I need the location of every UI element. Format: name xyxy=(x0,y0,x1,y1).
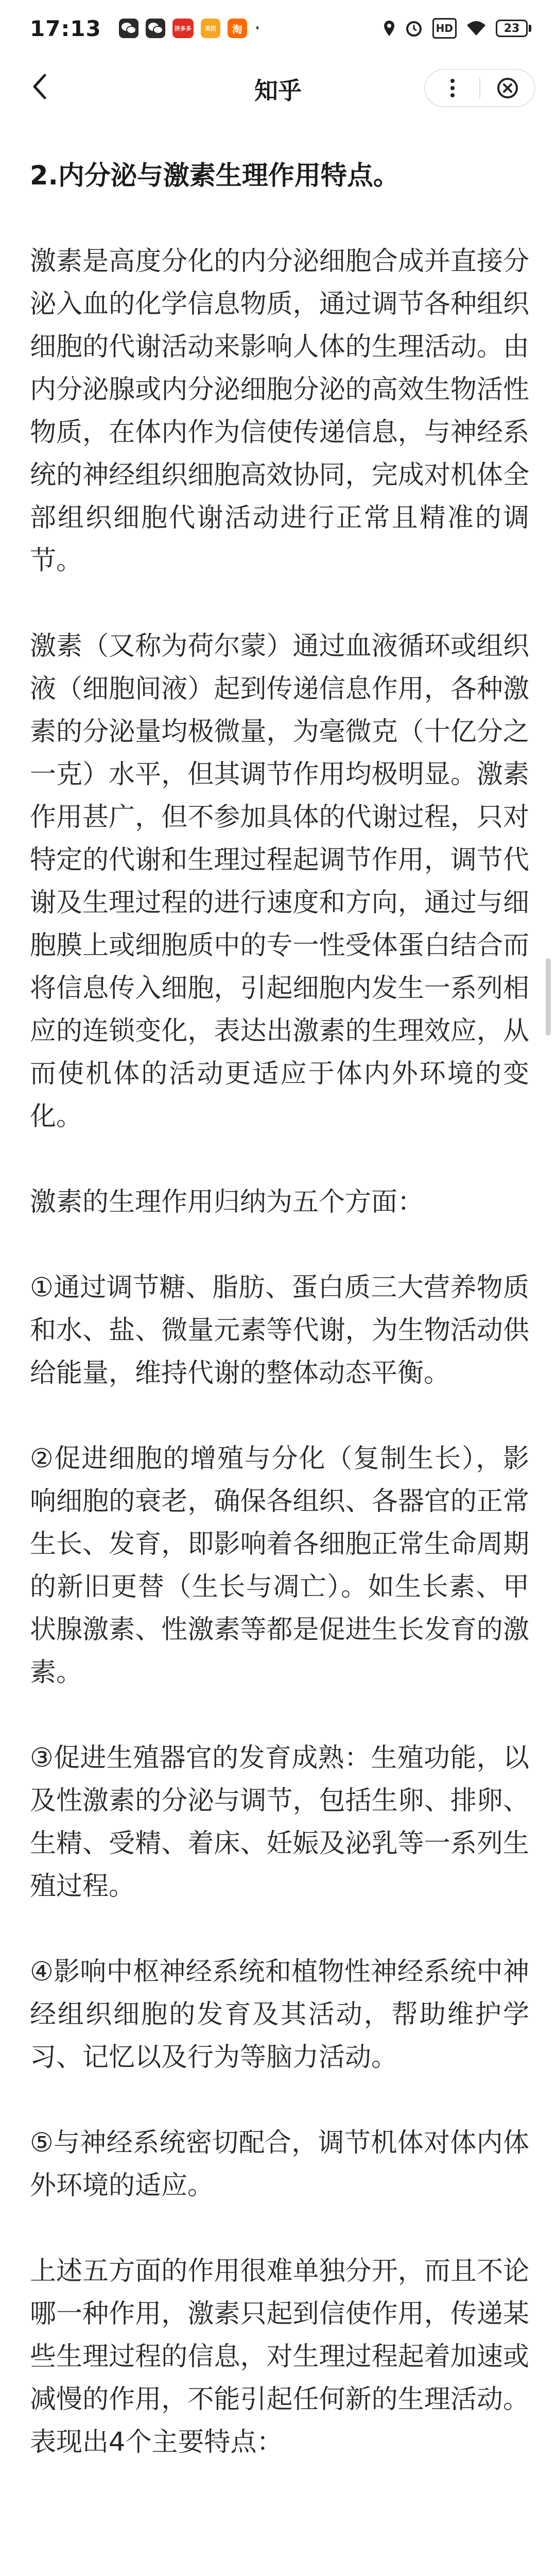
battery-indicator xyxy=(496,20,531,37)
article-paragraph: ③促进生殖器官的发育成熟：生殖功能，以及性激素的分泌与调节，包括生卵、排卵、生精、受精、着床、妊娠及泌乳等一系列生殖过程。 xyxy=(30,1743,529,1902)
page-title: 知乎 xyxy=(254,77,302,105)
article-paragraph: 激素是高度分化的内分泌细胞合成并直接分泌入血的化学信息物质，通过调节各种组织细胞的代谢活动来影响人体的生理活动。由内分泌腺或内分泌细胞分泌的高效生物活性物质，在体内作为信使传递信息，与神经系统的神经组织细胞高效协同，完成对机体全部组织细胞代谢活动进行正常且精准的调节。 xyxy=(30,246,529,576)
article-paragraph: ⑤与神经系统密切配合，调节机体对体内体外环境的适应。 xyxy=(30,2128,529,2201)
battery-tip xyxy=(529,25,531,32)
pdd-app-icon: 拼多多 xyxy=(172,19,194,38)
more-vertical-icon xyxy=(450,78,455,98)
notification-icons xyxy=(119,16,261,40)
wechat-icon xyxy=(146,19,165,38)
hd-icon: HD xyxy=(432,18,457,39)
meituan-app-icon: 美团 xyxy=(201,19,220,38)
article-paragraph: ②促进细胞的增殖与分化（复制生长），影响细胞的衰老，确保各组织、各器官的正常生长、发育，即影响着各细胞正常生命周期的新旧更替（生长与凋亡）。如生长素、甲状腺激素、性激素等都是促进生长发育的激素。 xyxy=(30,1444,529,1688)
mini-program-capsule xyxy=(424,69,535,107)
status-bar xyxy=(0,0,556,57)
wifi-icon xyxy=(466,18,486,39)
article-paragraph: ①通过调节糖、脂肪、蛋白质三大营养物质和水、盐、微量元素等代谢，为生物活动供给能量，维持代谢的整体动态平衡。 xyxy=(30,1273,529,1388)
system-icons xyxy=(383,18,531,39)
article-paragraph: ④影响中枢神经系统和植物性神经系统中神经组织细胞的发育及其活动，帮助维护学习、记忆以及行为等脑力活动。 xyxy=(30,1957,529,2073)
taobao-app-icon: 淘 xyxy=(228,19,247,38)
status-time: 17:13 xyxy=(30,15,101,41)
article-paragraph: 激素的生理作用归纳为五个方面： xyxy=(30,1187,424,1217)
more-notifications-dot: · xyxy=(254,16,261,40)
scrollbar-thumb[interactable] xyxy=(546,958,551,1036)
article-paragraph: 激素（又称为荷尔蒙）通过血液循环或组织液（细胞间液）起到传递信息作用，各种激素的分泌量均极微量，为毫微克（十亿分之一克）水平，但其调节作用均极明显。激素作用甚广，但不参加具体的代谢过程，只对特定的代谢和生理过程起调节作用，调节代谢及生理过程的进行速度和方向，通过与细胞膜上或细胞质中的专一性受体蛋白结合而将信息传入细胞，引起细胞内发生一系列相应的连锁变化，表达出激素的生理效应，从而使机体的活动更适应于体内外环境的变化。 xyxy=(30,631,529,1132)
close-circle-icon xyxy=(496,77,519,99)
article-body xyxy=(30,155,529,2464)
location-icon xyxy=(383,18,395,39)
close-button[interactable] xyxy=(480,70,534,106)
more-button[interactable] xyxy=(425,70,479,106)
wechat-icon xyxy=(119,19,138,38)
article-paragraph: 上述五方面的作用很难单独分开，而且不论哪一种作用，激素只起到信使作用，传递某些生理过程的信息，对生理过程起着加速或减慢的作用，不能引起任何新的生理活动。表现出4个主要特点： xyxy=(30,2256,529,2458)
battery-level: 23 xyxy=(496,20,528,37)
section-heading: 2.内分泌与激素生理作用特点。 xyxy=(30,161,399,191)
nav-bar xyxy=(0,57,556,113)
alarm-icon xyxy=(405,18,423,39)
